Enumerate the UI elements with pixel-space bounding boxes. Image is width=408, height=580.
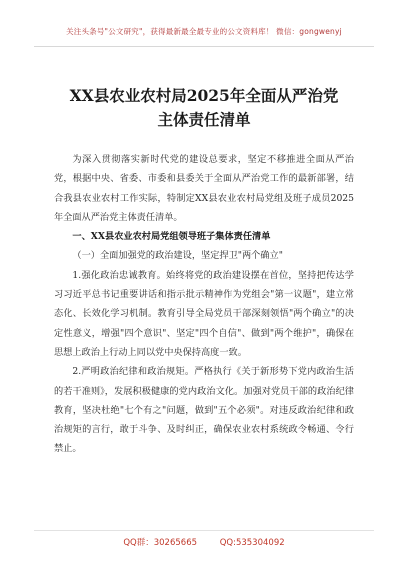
footer-divider: [34, 530, 374, 531]
document-body: [54, 150, 354, 459]
intro-paragraph: 为深入贯彻落实新时代党的建设总要求，坚定不移推进全面从严治党，根据中央、省委、市委和县委关于全面从严治党工作的最新部署，结合我县农业农村工作实际，特制定XX县农业农村局党组及班子成员2025年全面从严治党主体责任清单。: [54, 154, 354, 223]
title-line-1: XX县农业农村局2025年全面从严治党: [69, 86, 339, 105]
subsection-heading: （一）全面加强党的政治建设，坚定捍卫"两个确立": [72, 250, 283, 262]
header-promo-note: 关注头条号"公文研究"，获得最新最全最专业的公文资料库！ 微信：gongwenyj: [66, 27, 342, 36]
footer-qq: QQ:535304092: [219, 538, 285, 548]
item-paragraph-2: 2.严明政治纪律和政治规矩。严格执行《关于新形势下党内政治生活的若干准则》，发展积极健康的党内政治文化。加强对党员干部的政治纪律教育，坚决杜绝"七个有之"问题，做到"五个必须"。对违反政治纪律和政治规矩的言行，敢于斗争、及时纠正，确保农业农村系统政令畅通、令行禁止。: [54, 366, 354, 455]
footer-qq-group: QQ群：30265665: [123, 538, 198, 548]
header-divider: [34, 46, 374, 47]
document-title: [34, 84, 374, 132]
item-paragraph-1: 1.强化政治忠诚教育。始终将党的政治建设摆在首位，坚持把传达学习习近平总书记重要讲话和指示批示精神作为党组会"第一议题"，建立常态化、长效化学习机制。教育引导全局党员干部深刻领悟"两个确立"的决定性意义，增强"四个意识"、坚定"四个自信"、做到"两个维护"，确保在思想上政治上行动上同以党中央保持高度一致。: [54, 269, 354, 358]
footer-contact: [0, 536, 408, 548]
title-line-2: 主体责任清单: [157, 110, 251, 129]
section-heading: 一、XX县农业农村局党组领导班子集体责任清单: [72, 231, 271, 243]
